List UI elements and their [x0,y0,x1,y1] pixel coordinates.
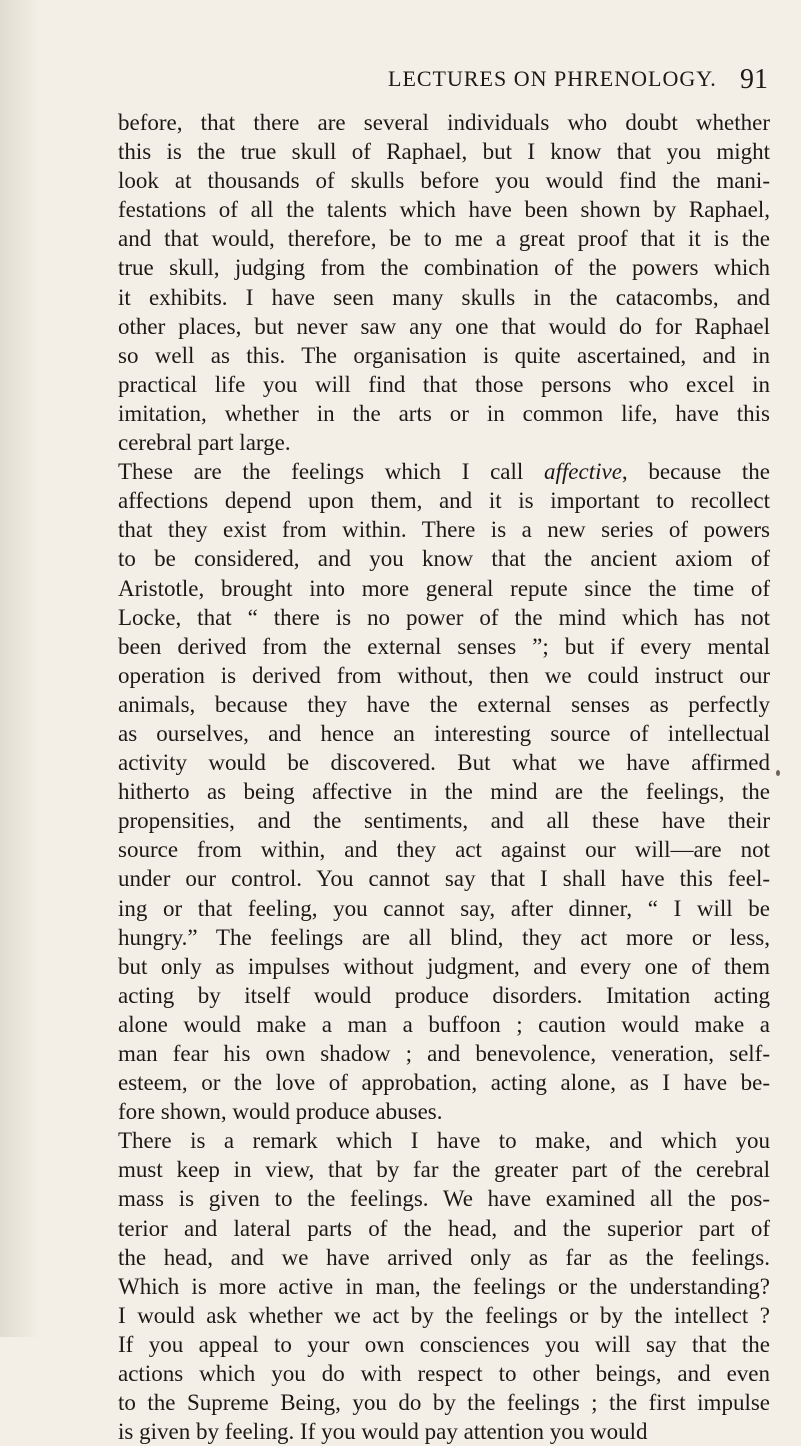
ink-speck [776,770,780,776]
text-line: look at thousands of skulls before you would find the mani- [118,168,770,194]
text-line: activity would be discovered. But what we have affirmed [118,750,770,776]
text-line: terior and lateral parts of the head, and the superior part of [118,1215,770,1241]
body-text [118,108,770,1446]
text-line: esteem, or the love of approbation, acting alone, as I have be- [118,1070,770,1096]
text-line: Aristotle, brought into more general repute since the time of [118,575,770,601]
text-line: cerebral part large. [118,430,291,456]
text-line: alone would make a man a buffoon ; caution would make a [118,1011,770,1037]
text-line: other places, but never saw any one that would do for Raphael [118,313,770,339]
text-line: the head, and we have arrived only as far as the feelings. [118,1244,770,1270]
text-line: it exhibits. I have seen many skulls in the catacombs, and [118,284,770,310]
text-line: propensities, and the sentiments, and all these have their [118,808,770,834]
text-line: but only as impulses without judgment, and every one of them [118,953,770,979]
text-line: to be considered, and you know that the ancient axiom of [118,546,770,572]
text-line: acting by itself would produce disorders. Imitation acting [118,982,770,1008]
text-line: so well as this. The organisation is quite ascertained, and in [118,342,770,368]
emphasis-affective: affective [544,459,622,485]
text-line: that they exist from within. There is a new series of powers [118,517,770,543]
text-line: mass is given to the feelings. We have examined all the pos- [118,1186,770,1212]
text-line: festations of all the talents which have been shown by Raphael, [118,197,770,223]
text-line: ing or that feeling, you cannot say, after dinner, “ I will be [118,895,770,921]
text-line: I would ask whether we act by the feelings or by the intellect ? [118,1302,770,1328]
text-line: and that would, therefore, be to me a great proof that it is the [118,226,770,252]
text-line: is given by feeling. If you would pay attention you would [118,1419,648,1445]
text-line: true skull, judging from the combination of the powers which [118,255,770,281]
text-line: operation is derived from without, then we could instruct our [118,662,770,688]
text-line: this is the true skull of Raphael, but I know that you might [118,139,770,165]
text-line: There is a remark which I have to make, and which you [118,1128,770,1154]
text-line: hungry.” The feelings are all blind, they act more or less, [118,924,770,950]
text-line: These are the feelings which I call affective, because the [118,459,770,485]
text-line: animals, because they have the external senses as perfectly [118,691,770,717]
text-line: practical life you will find that those persons who excel in [118,371,770,397]
text-line: fore shown, would produce abuses. [118,1099,443,1125]
text-line: hitherto as being affective in the mind are the feelings, the [118,779,770,805]
text-line: Locke, that “ there is no power of the mind which has not [118,604,770,630]
text-line: man fear his own shadow ; and benevolence, veneration, self- [118,1041,770,1066]
text-line: affections depend upon them, and it is important to recollect [118,488,770,514]
page-number: 91 [740,64,768,95]
text-line: Which is more active in man, the feelings or the understanding? [118,1273,770,1299]
text-line: If you appeal to your own consciences you will say that the [118,1331,770,1357]
text-line: under our control. You cannot say that I shall have this feel- [118,866,770,892]
text-line: must keep in view, that by far the greater part of the cerebral [118,1157,770,1183]
text-line: to the Supreme Being, you do by the feelings ; the first impulse [118,1390,770,1416]
text-line: as ourselves, and hence an interesting source of intellectual [118,720,770,746]
running-title: LECTURES ON PHRENOLOGY. [388,66,717,91]
text-line: before, that there are several individuals who doubt whether [118,110,770,135]
text-line: actions which you do with respect to other beings, and even [118,1361,770,1387]
text-line: imitation, whether in the arts or in common life, have this [118,400,770,426]
text-line: been derived from the external senses ”; but if every mental [118,633,770,659]
running-head [118,66,768,102]
text-line: source from within, and they act against our will—are not [118,837,770,863]
